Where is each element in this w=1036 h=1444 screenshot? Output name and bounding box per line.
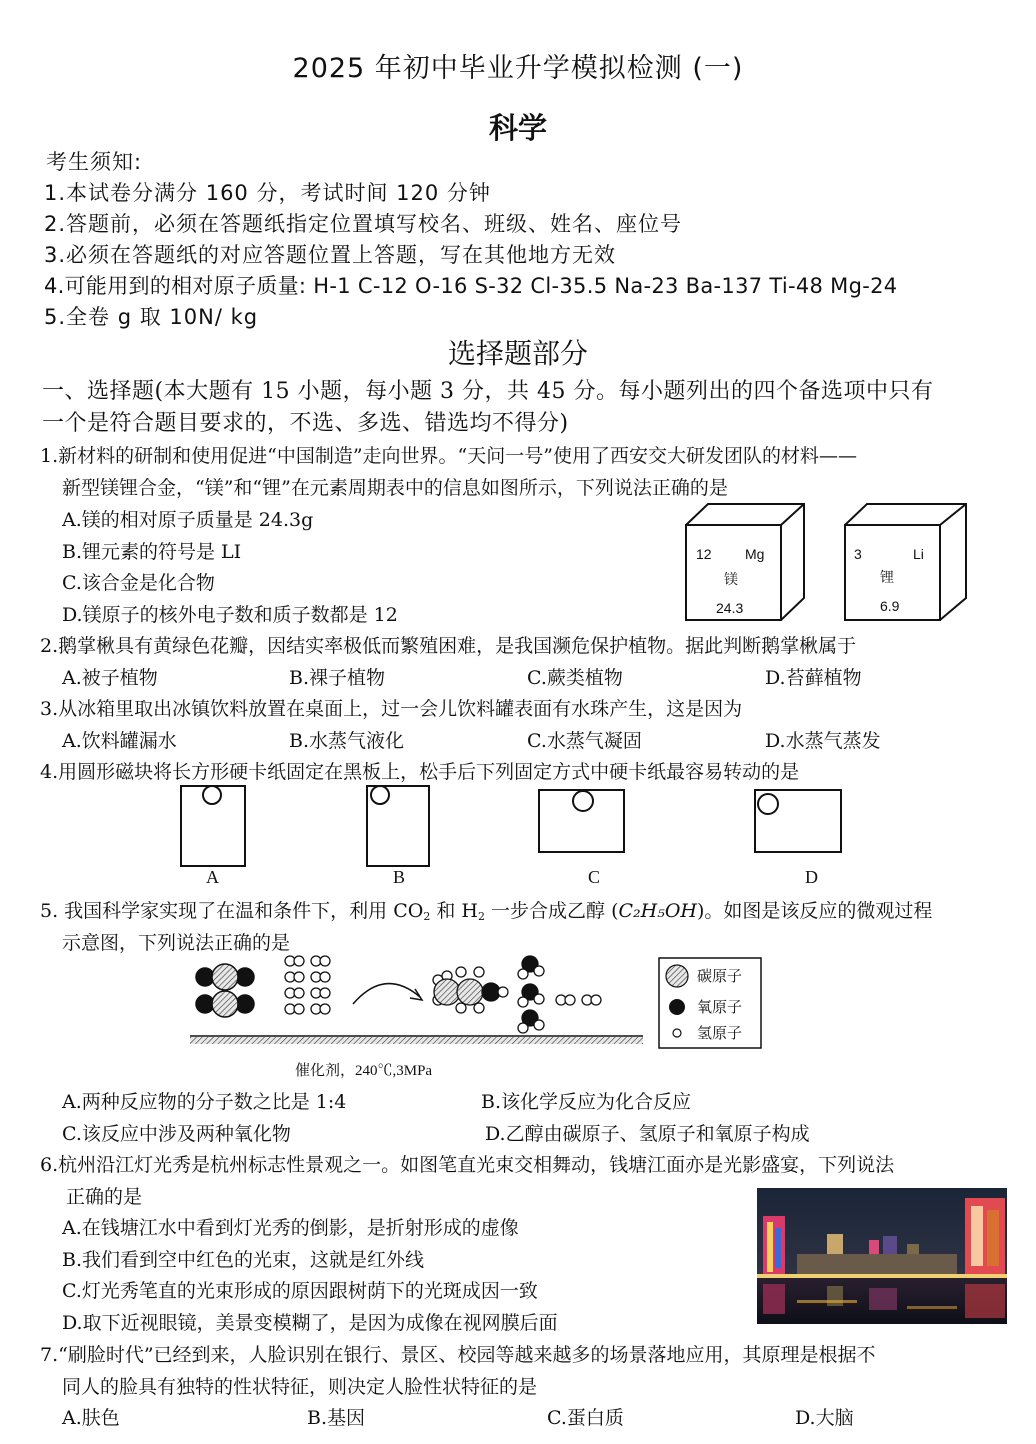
figure-label-d: D xyxy=(805,867,818,887)
option: C.该合金是化合物 xyxy=(62,572,215,594)
mg-mass: 24.3 xyxy=(716,600,744,616)
option: D.水蒸气蒸发 xyxy=(765,730,881,752)
option: D.乙醇由碳原子、氢原子和氧原子构成 xyxy=(485,1123,810,1145)
figure-label-b: B xyxy=(393,867,406,887)
li-name: 锂 xyxy=(880,569,894,585)
option: D.苔藓植物 xyxy=(765,667,862,689)
li-mass: 6.9 xyxy=(880,598,900,614)
element-cards-figure xyxy=(682,500,972,626)
option: A.两种反应物的分子数之比是 1:4 xyxy=(62,1091,347,1113)
notice-heading: 考生须知: xyxy=(46,150,143,174)
reaction-condition: 催化剂，240℃,3MPa xyxy=(295,1063,433,1079)
option: B.水蒸气液化 xyxy=(289,730,405,752)
option: B.该化学反应为化合反应 xyxy=(481,1091,692,1113)
question-stem: 同人的脸具有独特的性状特征，则决定人脸性状特征的是 xyxy=(62,1376,538,1398)
mg-symbol: Mg xyxy=(745,546,765,562)
question-stem: 6.杭州沿江灯光秀是杭州标志性景观之一。如图笔直光束交相舞动，钱塘江面亦是光影盛宴，下列说法 xyxy=(40,1154,895,1176)
reaction-diagram xyxy=(185,952,770,1082)
notice-item: 4.可能用到的相对原子质量: H-1 C-12 O-16 S-32 Cl-35.5 Na-23 Ba-137 Ti-48 Mg-24 xyxy=(44,274,898,298)
option: C.蕨类植物 xyxy=(527,667,623,689)
option: B.锂元素的符号是 LI xyxy=(62,541,242,563)
exam-title: 2025 年初中毕业升学模拟检测 (一) xyxy=(292,53,744,84)
legend-oxygen: 氧原子 xyxy=(697,998,743,1016)
mg-name: 镁 xyxy=(724,571,738,587)
subject-title: 科学 xyxy=(488,111,547,145)
option: C.灯光秀笔直的光束形成的原因跟树荫下的光斑成因一致 xyxy=(62,1280,538,1302)
question-stem: 5. 我国科学家实现了在温和条件下，利用 $CO_2$ 和 $H_2$ 一步合成乙醇 (C₂H₅OH)。如图是该反应的微观过程 xyxy=(40,900,933,923)
option: C.该反应中涉及两种氧化物 xyxy=(62,1123,291,1145)
legend-hydrogen: 氢原子 xyxy=(697,1024,743,1042)
light-show-photo xyxy=(757,1188,1007,1324)
section-title: 选择题部分 xyxy=(447,337,588,370)
notice-item: 1.本试卷分满分 160 分，考试时间 120 分钟 xyxy=(44,181,491,205)
li-symbol: Li xyxy=(913,546,924,562)
notice-item: 2.答题前，必须在答题纸指定位置填写校名、班级、姓名、座位号 xyxy=(44,212,683,236)
option: D.镁原子的核外电子数和质子数都是 12 xyxy=(62,604,398,626)
option: C.蛋白质 xyxy=(547,1407,624,1429)
figure-label-a: A xyxy=(206,867,219,887)
option: A.肤色 xyxy=(62,1407,120,1429)
ethanol-formula: C₂H₅OH xyxy=(618,900,697,922)
legend-carbon: 碳原子 xyxy=(697,967,743,985)
figure-label-c: C xyxy=(588,867,601,887)
option: B.基因 xyxy=(307,1407,366,1429)
option: D.取下近视眼镜，美景变模糊了，是因为成像在视网膜后面 xyxy=(62,1312,558,1334)
section-intro: 一个是符合题目要求的，不选、多选、错选均不得分) xyxy=(42,411,569,436)
option: A.在钱塘江水中看到灯光秀的倒影，是折射形成的虚像 xyxy=(62,1217,519,1239)
option: B.裸子植物 xyxy=(289,667,386,689)
question-stem: 3.从冰箱里取出冰镇饮料放置在桌面上，过一会儿饮料罐表面有水珠产生，这是因为 xyxy=(40,698,743,720)
question-stem: 正确的是 xyxy=(66,1186,143,1208)
mg-atomic-number: 12 xyxy=(696,546,712,562)
question-stem: 1.新材料的研制和使用促进“中国制造”走向世界。“天问一号”使用了西安交大研发团队的材料—— xyxy=(40,445,857,467)
option: A.被子植物 xyxy=(62,667,158,689)
question-stem: 2.鹅掌楸具有黄绿色花瓣，因结实率极低而繁殖困难，是我国濒危保护植物。据此判断鹅掌楸属于 xyxy=(40,635,857,657)
question-stem: 7.“刷脸时代”已经到来，人脸识别在银行、景区、校园等越来越多的场景落地应用，其原理是根据不 xyxy=(40,1344,876,1366)
option: A.镁的相对原子质量是 24.3g xyxy=(62,509,314,531)
question-stem: 4.用圆形磁块将长方形硬卡纸固定在黑板上，松手后下列固定方式中硬卡纸最容易转动的是 xyxy=(40,761,800,783)
notice-item: 5.全卷 g 取 10N/ kg xyxy=(44,305,259,329)
option: B.我们看到空中红色的光束，这就是红外线 xyxy=(62,1249,425,1271)
notice-item: 3.必须在答题纸的对应答题位置上答题，写在其他地方无效 xyxy=(44,243,617,267)
li-atomic-number: 3 xyxy=(854,546,862,562)
option: D.大脑 xyxy=(795,1407,854,1429)
section-intro: 一、选择题(本大题有 15 小题，每小题 3 分，共 45 分。每小题列出的四个备选项中只有 xyxy=(42,379,934,404)
option: A.饮料罐漏水 xyxy=(62,730,177,752)
question-stem: 新型镁锂合金，“镁”和“锂”在元素周期表中的信息如图所示，下列说法正确的是 xyxy=(62,477,728,499)
question-stem: 示意图，下列说法正确的是 xyxy=(62,932,291,954)
card-magnet-figure xyxy=(170,782,850,890)
option: C.水蒸气凝固 xyxy=(527,730,642,752)
